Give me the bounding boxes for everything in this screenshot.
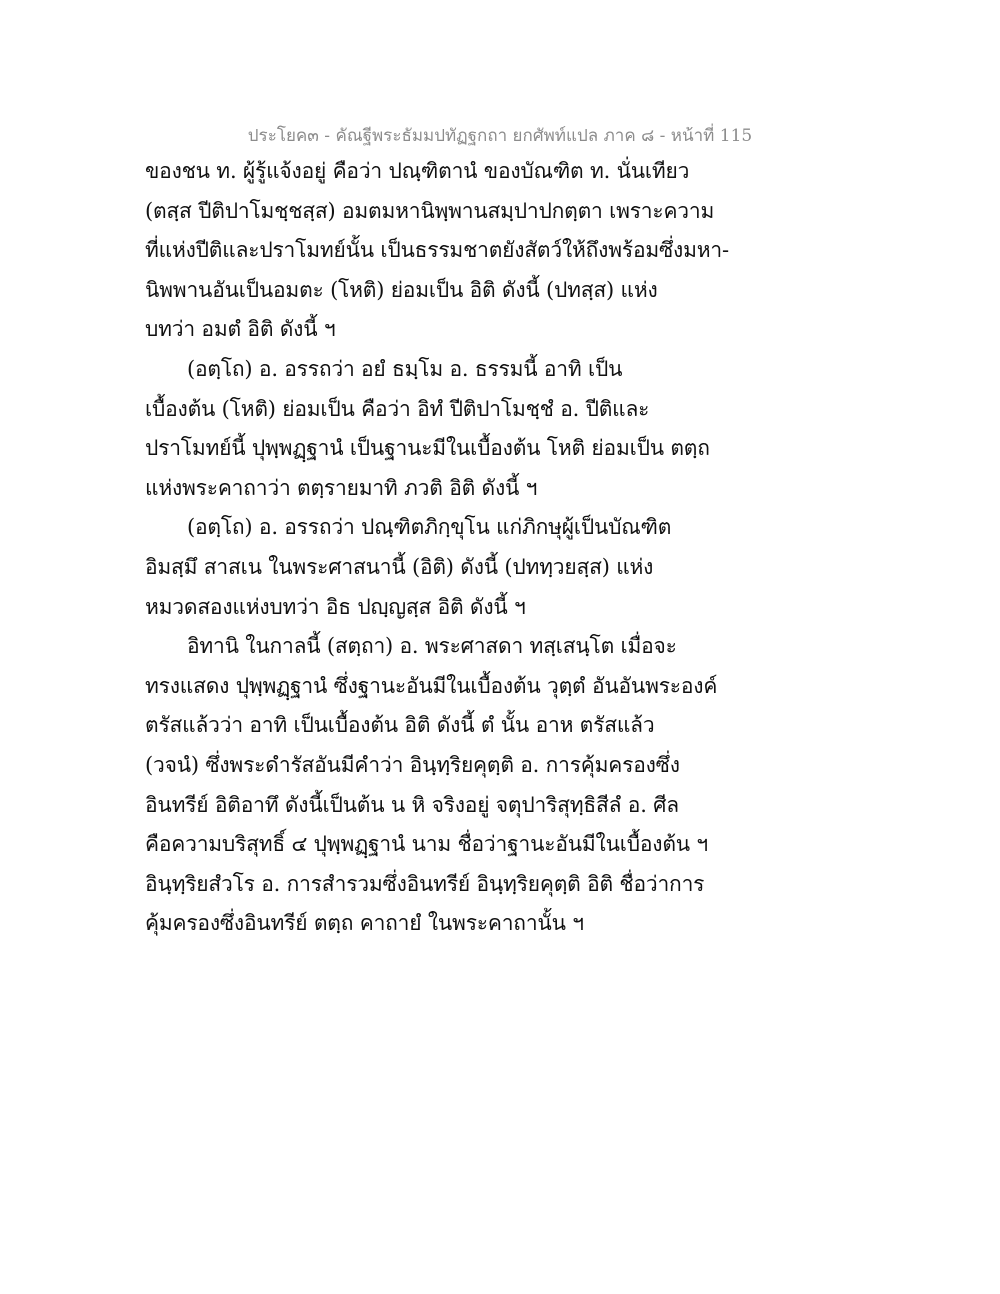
text-line: ทรงแสดง ปุพฺพฏฺฐานํ ซึ่งฐานะอันมีในเบื้องต้น วุตฺตํ อันอันพระองค์ bbox=[145, 673, 718, 698]
paragraph-start-line: อิทานิ ในกาลนี้ (สตฺถา) อ. พระศาสดา ทสฺเสนฺโต เมื่อจะ bbox=[187, 634, 677, 659]
text-line: คุ้มครองซึ่งอินทรีย์ ตตฺถ คาถายํ ในพระคาถานั้น ฯ bbox=[145, 911, 584, 936]
text-line: คือความบริสุทธิ์ ๔ ปุพฺพฏฺฐานํ นาม ชื่อว่าฐานะอันมีในเบื้องต้น ฯ bbox=[145, 832, 708, 857]
text-line: นิพพานอันเป็นอมตะ (โหติ) ย่อมเป็น อิติ ดังนี้ (ปทสฺส) แห่ง bbox=[145, 277, 658, 302]
text-line: แห่งพระคาถาว่า ตตฺรายมาทิ ภวติ อิติ ดังนี้ ฯ bbox=[145, 475, 538, 500]
body-text bbox=[145, 152, 745, 944]
text-line: อิมสฺมึ สาสเน ในพระศาสนานี้ (อิติ) ดังนี้ (ปททฺวยสฺส) แห่ง bbox=[145, 554, 654, 579]
text-line: อินฺทฺริยสํวโร อ. การสำรวมซึ่งอินทรีย์ อินฺทฺริยคุตฺติ อิติ ชื่อว่าการ bbox=[145, 871, 705, 896]
text-line: ที่แห่งปีติและปราโมทย์นั้น เป็นธรรมชาตยังสัตว์ให้ถึงพร้อมซึ่งมหา- bbox=[145, 238, 729, 263]
page-header: ประโยค๓ - คัณฐีพระธัมมปทัฏฐกถา ยกศัพท์แปล ภาค ๘ - หน้าที่ 115 bbox=[247, 126, 753, 146]
text-line: เบื้องต้น (โหติ) ย่อมเป็น คือว่า อิทํ ปีติปาโมชฺชํ อ. ปีติและ bbox=[145, 396, 650, 421]
text-line: (ตสฺส ปีติปาโมชฺชสฺส) อมตมหานิพฺพานสมฺปาปกตฺตา เพราะความ bbox=[145, 198, 715, 223]
text-line: อินทรีย์ อิติอาทึ ดังนี้เป็นต้น น หิ จริงอยู่ จตุปาริสุทฺธิสีลํ อ. ศีล bbox=[145, 792, 679, 817]
text-line: ปราโมทย์นี้ ปุพฺพฏฺฐานํ เป็นฐานะมีในเบื้องต้น โหติ ย่อมเป็น ตตฺถ bbox=[145, 436, 710, 461]
paragraph-start-line: (อตฺโถ) อ. อรรถว่า ปณฺฑิตภิกฺขุโน แก่ภิกษุผู้เป็นบัณฑิต bbox=[187, 515, 672, 540]
text-line: ของชน ท. ผู้รู้แจ้งอยู่ คือว่า ปณฺฑิตานํ ของบัณฑิต ท. นั่นเทียว bbox=[145, 159, 690, 183]
text-line: ตรัสแล้วว่า อาทิ เป็นเบื้องต้น อิติ ดังนี้ ตํ นั้น อาห ตรัสแล้ว bbox=[145, 713, 655, 738]
text-line: หมวดสองแห่งบทว่า อิธ ปญฺญสฺส อิติ ดังนี้ ฯ bbox=[145, 594, 526, 619]
text-line: (วจนํ) ซึ่งพระดำรัสอันมีคำว่า อินฺทฺริยคุตฺติ อ. การคุ้มครองซึ่ง bbox=[145, 752, 680, 777]
text-line: บทว่า อมตํ อิติ ดังนี้ ฯ bbox=[145, 317, 336, 342]
paragraph-start-line: (อตฺโถ) อ. อรรถว่า อยํ ธมฺโม อ. ธรรมนี้ อาทิ เป็น bbox=[187, 356, 623, 381]
